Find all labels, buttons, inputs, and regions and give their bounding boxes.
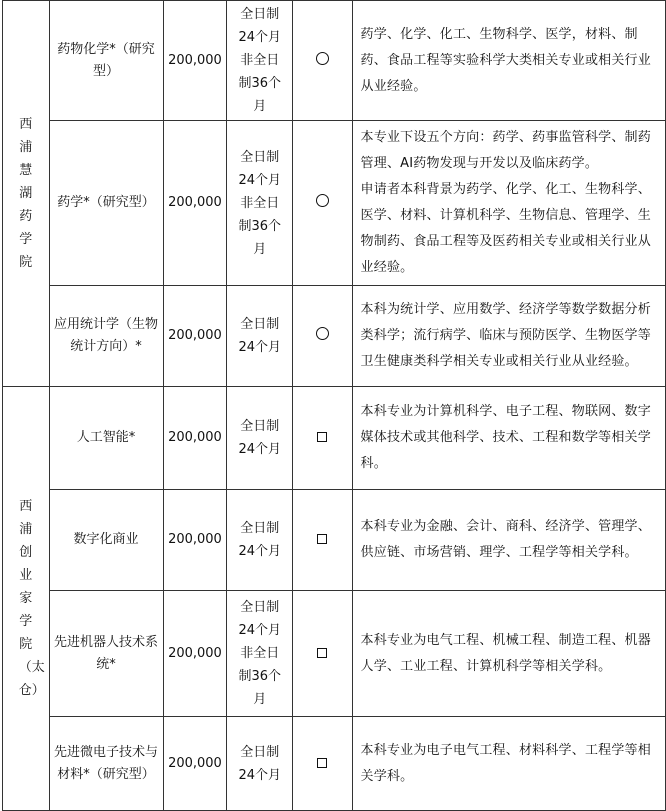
program-name: 数字化商业 (49, 490, 163, 591)
mark-cell (293, 591, 352, 717)
table-row (3, 387, 666, 490)
mark-cell (293, 1, 352, 121)
tuition-fee: 200,000 (163, 121, 227, 286)
table-row (3, 1, 666, 121)
program-name: 先进机器人技术系统* (49, 591, 163, 717)
square-icon (317, 648, 327, 658)
school-name: 西浦创业家学院（太仓） (18, 499, 45, 698)
table-row (3, 717, 666, 811)
program-name: 先进微电子技术与材料*（研究型） (49, 717, 163, 811)
study-duration: 全日制24个月 (227, 717, 293, 811)
admission-requirement: 本科专业为电气工程、机械工程、制造工程、机器人学、工业工程、计算机科学等相关学科。 (352, 591, 665, 717)
tuition-fee: 200,000 (163, 591, 227, 717)
tuition-fee: 200,000 (163, 717, 227, 811)
admission-requirement: 药学、化学、化工、生物科学、医学，材料、制药、食品工程等实验科学大类相关专业或相关行业从业经验。 (352, 1, 665, 121)
study-duration: 全日制24个月 (227, 387, 293, 490)
circle-icon (316, 52, 329, 65)
school-name: 西浦慧湖药学院 (19, 117, 33, 270)
requirement-directions: 本专业下设五个方向：药学、药事监管科学、制药管理、AI药物发现与开发以及临床药学。 (360, 130, 651, 171)
mark-cell (293, 387, 352, 490)
admission-requirement: 本科为统计学、应用数学、经济学等数学数据分析类科学；流行病学、临床与预防医学、生物医学等卫生健康类科学相关专业或相关行业从业经验。 (352, 286, 665, 387)
program-name: 药物化学*（研究型） (49, 1, 163, 121)
admission-requirement: 本科专业为金融、会计、商科、经济学、管理学、供应链、市场营销、理学、工程学等相关学科。 (352, 490, 665, 591)
program-name: 人工智能* (49, 387, 163, 490)
mark-cell (293, 490, 352, 591)
square-icon (317, 758, 327, 768)
tuition-fee: 200,000 (163, 490, 227, 591)
table-row (3, 490, 666, 591)
table-row (3, 121, 666, 286)
tuition-fee: 200,000 (163, 1, 227, 121)
square-icon (317, 534, 327, 544)
mark-cell (293, 717, 352, 811)
program-name: 应用统计学（生物统计方向）* (49, 286, 163, 387)
table-row (3, 591, 666, 717)
mark-cell (293, 286, 352, 387)
admission-requirement: 本科专业为电子电气工程、材料科学、工程学等相关学科。 (352, 717, 665, 811)
study-duration: 全日制24个月 (227, 286, 293, 387)
circle-icon (316, 327, 329, 340)
program-name: 药学*（研究型） (49, 121, 163, 286)
program-table (2, 0, 666, 811)
admission-requirement: 本科专业为计算机科学、电子工程、物联网、数字媒体技术或其他科学、技术、工程和数学等相关学科。 (352, 387, 665, 490)
school-cell (3, 1, 50, 387)
mark-cell (293, 121, 352, 286)
square-icon (317, 432, 327, 442)
study-duration: 全日制24个月非全日制36个月 (227, 591, 293, 717)
requirement-background: 申请者本科背景为药学、化学、化工、生物科学、医学、材料、计算机科学、生物信息、管理学、生物制药、食品工程等及医药相关专业或相关行业从业经验。 (360, 182, 651, 275)
tuition-fee: 200,000 (163, 387, 227, 490)
school-cell (3, 387, 50, 811)
study-duration: 全日制24个月 (227, 490, 293, 591)
study-duration: 全日制24个月非全日制36个月 (227, 1, 293, 121)
study-duration: 全日制24个月非全日制36个月 (227, 121, 293, 286)
circle-icon (316, 194, 329, 207)
admission-requirement (352, 121, 665, 286)
tuition-fee: 200,000 (163, 286, 227, 387)
table-row (3, 286, 666, 387)
